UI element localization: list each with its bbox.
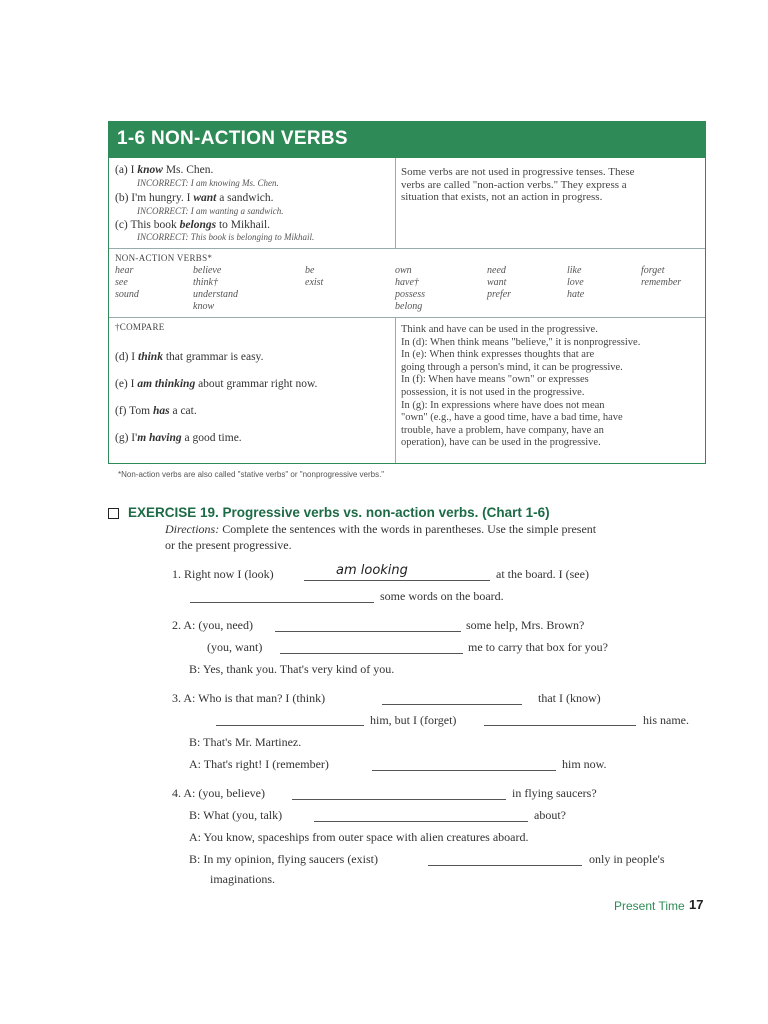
incorrect-a: INCORRECT: I am knowing Ms. Chen. <box>137 178 279 188</box>
exercise-title: EXERCISE 19. Progressive verbs vs. non-action verbs. (Chart 1-6) <box>128 505 550 520</box>
item-4-text: about? <box>534 808 566 822</box>
explanation: Some verbs are not used in progressive tenses. These verbs are called "non-action verbs." They express a situation that exists, not an action in progress. <box>401 166 635 203</box>
divider <box>109 317 705 318</box>
verb-column: like love hate <box>567 265 585 300</box>
item-4-text: imaginations. <box>210 872 275 886</box>
divider <box>395 317 396 463</box>
answer-blank[interactable] <box>382 704 522 705</box>
item-3-text: him now. <box>562 757 607 771</box>
item-3-text: A: That's right! I (remember) <box>189 757 329 771</box>
example-e: (e) I am thinking about grammar right now. <box>115 378 318 390</box>
item-1-text: some words on the board. <box>380 589 504 603</box>
chart-title: 1-6 NON-ACTION VERBS <box>117 128 348 149</box>
grammar-chart <box>108 121 706 464</box>
answer-blank[interactable] <box>216 725 364 726</box>
item-4-text: only in people's <box>589 852 665 866</box>
verb-column: hear see sound <box>115 265 139 300</box>
verb-column: be exist <box>305 265 324 288</box>
answer-blank[interactable] <box>314 821 528 822</box>
example-b: (b) I'm hungry. I want a sandwich. <box>115 192 274 204</box>
item-2-text: some help, Mrs. Brown? <box>466 618 585 632</box>
item-3-text: B: That's Mr. Martinez. <box>189 735 302 749</box>
item-3-text: his name. <box>643 713 689 727</box>
verb-column: need want prefer <box>487 265 512 300</box>
item-2-text: 2. A: (you, need) <box>172 618 253 632</box>
running-footer: Present Time <box>614 899 685 913</box>
answer-blank[interactable] <box>275 631 461 632</box>
item-3-text: that I (know) <box>538 691 601 705</box>
verb-column: believe think† understand know <box>193 265 238 312</box>
example-d: (d) I think that grammar is easy. <box>115 351 264 363</box>
answer-blank[interactable] <box>428 865 582 866</box>
item-4-text: B: What (you, talk) <box>189 808 283 822</box>
example-a: (a) I know Ms. Chen. <box>115 164 214 176</box>
footnote: *Non-action verbs are also called "stative verbs" or "nonprogressive verbs." <box>118 470 385 479</box>
answer-blank[interactable] <box>372 770 556 771</box>
item-4-text: in flying saucers? <box>512 786 597 800</box>
item-2-text: me to carry that box for you? <box>468 640 608 654</box>
verb-column: forget remember <box>641 265 682 288</box>
incorrect-c: INCORRECT: This book is belonging to Mikhail. <box>137 232 315 242</box>
incorrect-b: INCORRECT: I am wanting a sandwich. <box>137 206 284 216</box>
exercise-checkbox[interactable] <box>108 508 119 519</box>
handwritten-answer: am looking <box>336 563 408 578</box>
item-1-text: 1. Right now I (look) <box>172 567 274 581</box>
verbs-heading: NON-ACTION VERBS* <box>115 253 213 263</box>
example-g: (g) I'm having a good time. <box>115 432 242 444</box>
directions: Directions: Complete the sentences with the words in parentheses. Use the simple present <box>165 522 597 536</box>
item-2-text: (you, want) <box>207 640 263 654</box>
item-4-text: B: In my opinion, flying saucers (exist) <box>189 852 378 866</box>
answer-blank[interactable] <box>292 799 506 800</box>
compare-notes: Think and have can be used in the progressive. In (d): When think means "believe," it is nonprogressive. In (e): When think expresses thoughts that are going through a person's mind, it can be progressive. In (f): When have means "own" or expresses possession, it is not used in the progressive. In (g): In expressions where have does not mean "own" (e.g., have a good time, have a bad time, have trouble, have a problem, have company, have an operation), have can be used in the progressive. <box>401 324 641 449</box>
directions-line2: or the present progressive. <box>165 538 292 552</box>
chart-header <box>109 122 705 158</box>
answer-blank[interactable] <box>304 580 490 581</box>
divider <box>395 158 396 248</box>
item-4-text: A: You know, spaceships from outer space with alien creatures aboard. <box>189 830 529 844</box>
item-4-text: 4. A: (you, believe) <box>172 786 265 800</box>
page-number: 17 <box>689 897 704 912</box>
example-c: (c) This book belongs to Mikhail. <box>115 219 271 231</box>
verb-column: own have† possess belong <box>395 265 426 312</box>
answer-blank[interactable] <box>280 653 463 654</box>
item-1-text: at the board. I (see) <box>496 567 589 581</box>
answer-blank[interactable] <box>484 725 636 726</box>
example-f: (f) Tom has a cat. <box>115 405 197 417</box>
compare-heading: †COMPARE <box>115 322 165 332</box>
item-3-text: 3. A: Who is that man? I (think) <box>172 691 326 705</box>
item-3-text: him, but I (forget) <box>370 713 457 727</box>
answer-blank[interactable] <box>190 602 374 603</box>
divider <box>109 248 705 249</box>
item-2-text: B: Yes, thank you. That's very kind of you. <box>189 662 395 676</box>
